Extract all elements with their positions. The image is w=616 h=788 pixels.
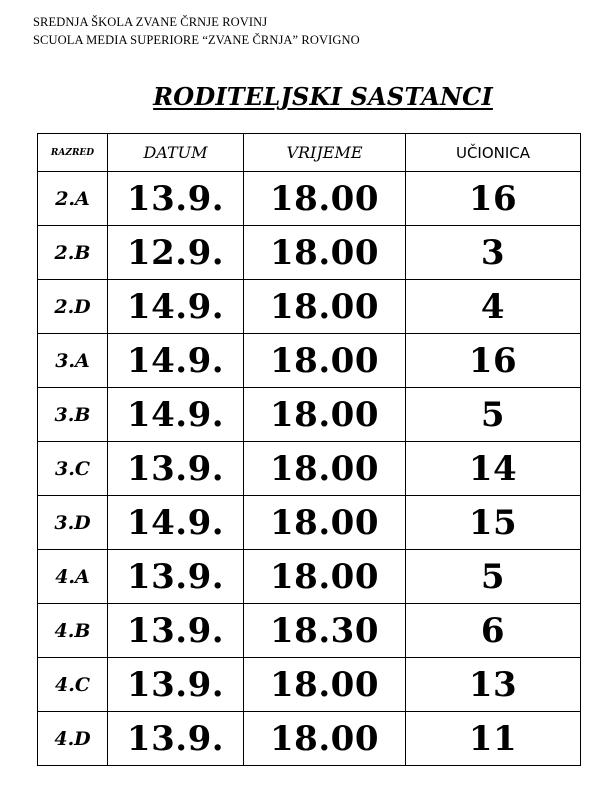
cell-vrijeme: 18.00: [244, 712, 406, 766]
cell-vrijeme: 18.00: [244, 496, 406, 550]
table-body: [38, 172, 581, 766]
header-datum: DATUM: [108, 134, 244, 172]
document-title: [0, 82, 616, 111]
cell-datum: 13.9.: [108, 658, 244, 712]
cell-vrijeme: 18.00: [244, 658, 406, 712]
cell-datum: 13.9.: [108, 550, 244, 604]
cell-datum: 13.9.: [108, 172, 244, 226]
cell-ucionica: 13: [406, 658, 581, 712]
cell-datum: 13.9.: [108, 712, 244, 766]
cell-vrijeme: 18.00: [244, 172, 406, 226]
cell-vrijeme: 18.00: [244, 550, 406, 604]
cell-razred: 4.B: [38, 604, 108, 658]
school-name-croatian: SREDNJA ŠKOLA ZVANE ČRNJE ROVINJ: [33, 15, 268, 29]
cell-ucionica: 11: [406, 712, 581, 766]
table-row: [38, 550, 581, 604]
cell-ucionica: 5: [406, 550, 581, 604]
cell-vrijeme: 18.00: [244, 226, 406, 280]
cell-vrijeme: 18.00: [244, 442, 406, 496]
table-row: [38, 388, 581, 442]
cell-ucionica: 16: [406, 172, 581, 226]
table-row: [38, 226, 581, 280]
cell-ucionica: 14: [406, 442, 581, 496]
cell-razred: 4.D: [38, 712, 108, 766]
cell-razred: 3.A: [38, 334, 108, 388]
table-header-row: [38, 134, 581, 172]
table-row: [38, 442, 581, 496]
cell-razred: 2.B: [38, 226, 108, 280]
cell-datum: 12.9.: [108, 226, 244, 280]
cell-ucionica: 6: [406, 604, 581, 658]
table-row: [38, 604, 581, 658]
cell-ucionica: 5: [406, 388, 581, 442]
cell-razred: 4.A: [38, 550, 108, 604]
table-row: [38, 334, 581, 388]
school-name-italian: SCUOLA MEDIA SUPERIORE “ZVANE ČRNJA” ROVIGNO: [33, 33, 360, 47]
meetings-table: [37, 133, 581, 766]
cell-vrijeme: 18.30: [244, 604, 406, 658]
header-ucionica: UČIONICA: [406, 134, 581, 172]
table-row: [38, 712, 581, 766]
header-razred: RAZRED: [38, 134, 108, 172]
cell-razred: 3.C: [38, 442, 108, 496]
document-title-text: RODITELJSKI SASTANCI: [153, 82, 493, 111]
cell-ucionica: 4: [406, 280, 581, 334]
cell-vrijeme: 18.00: [244, 388, 406, 442]
cell-ucionica: 3: [406, 226, 581, 280]
table-row: [38, 496, 581, 550]
cell-datum: 14.9.: [108, 280, 244, 334]
table-row: [38, 280, 581, 334]
cell-razred: 3.B: [38, 388, 108, 442]
table-row: [38, 172, 581, 226]
cell-datum: 13.9.: [108, 604, 244, 658]
cell-razred: 2.D: [38, 280, 108, 334]
cell-datum: 14.9.: [108, 388, 244, 442]
cell-ucionica: 15: [406, 496, 581, 550]
cell-vrijeme: 18.00: [244, 280, 406, 334]
cell-datum: 14.9.: [108, 496, 244, 550]
cell-razred: 3.D: [38, 496, 108, 550]
cell-razred: 4.C: [38, 658, 108, 712]
cell-vrijeme: 18.00: [244, 334, 406, 388]
table-row: [38, 658, 581, 712]
cell-datum: 14.9.: [108, 334, 244, 388]
cell-razred: 2.A: [38, 172, 108, 226]
school-header: [33, 13, 360, 49]
cell-ucionica: 16: [406, 334, 581, 388]
header-vrijeme: VRIJEME: [244, 134, 406, 172]
cell-datum: 13.9.: [108, 442, 244, 496]
